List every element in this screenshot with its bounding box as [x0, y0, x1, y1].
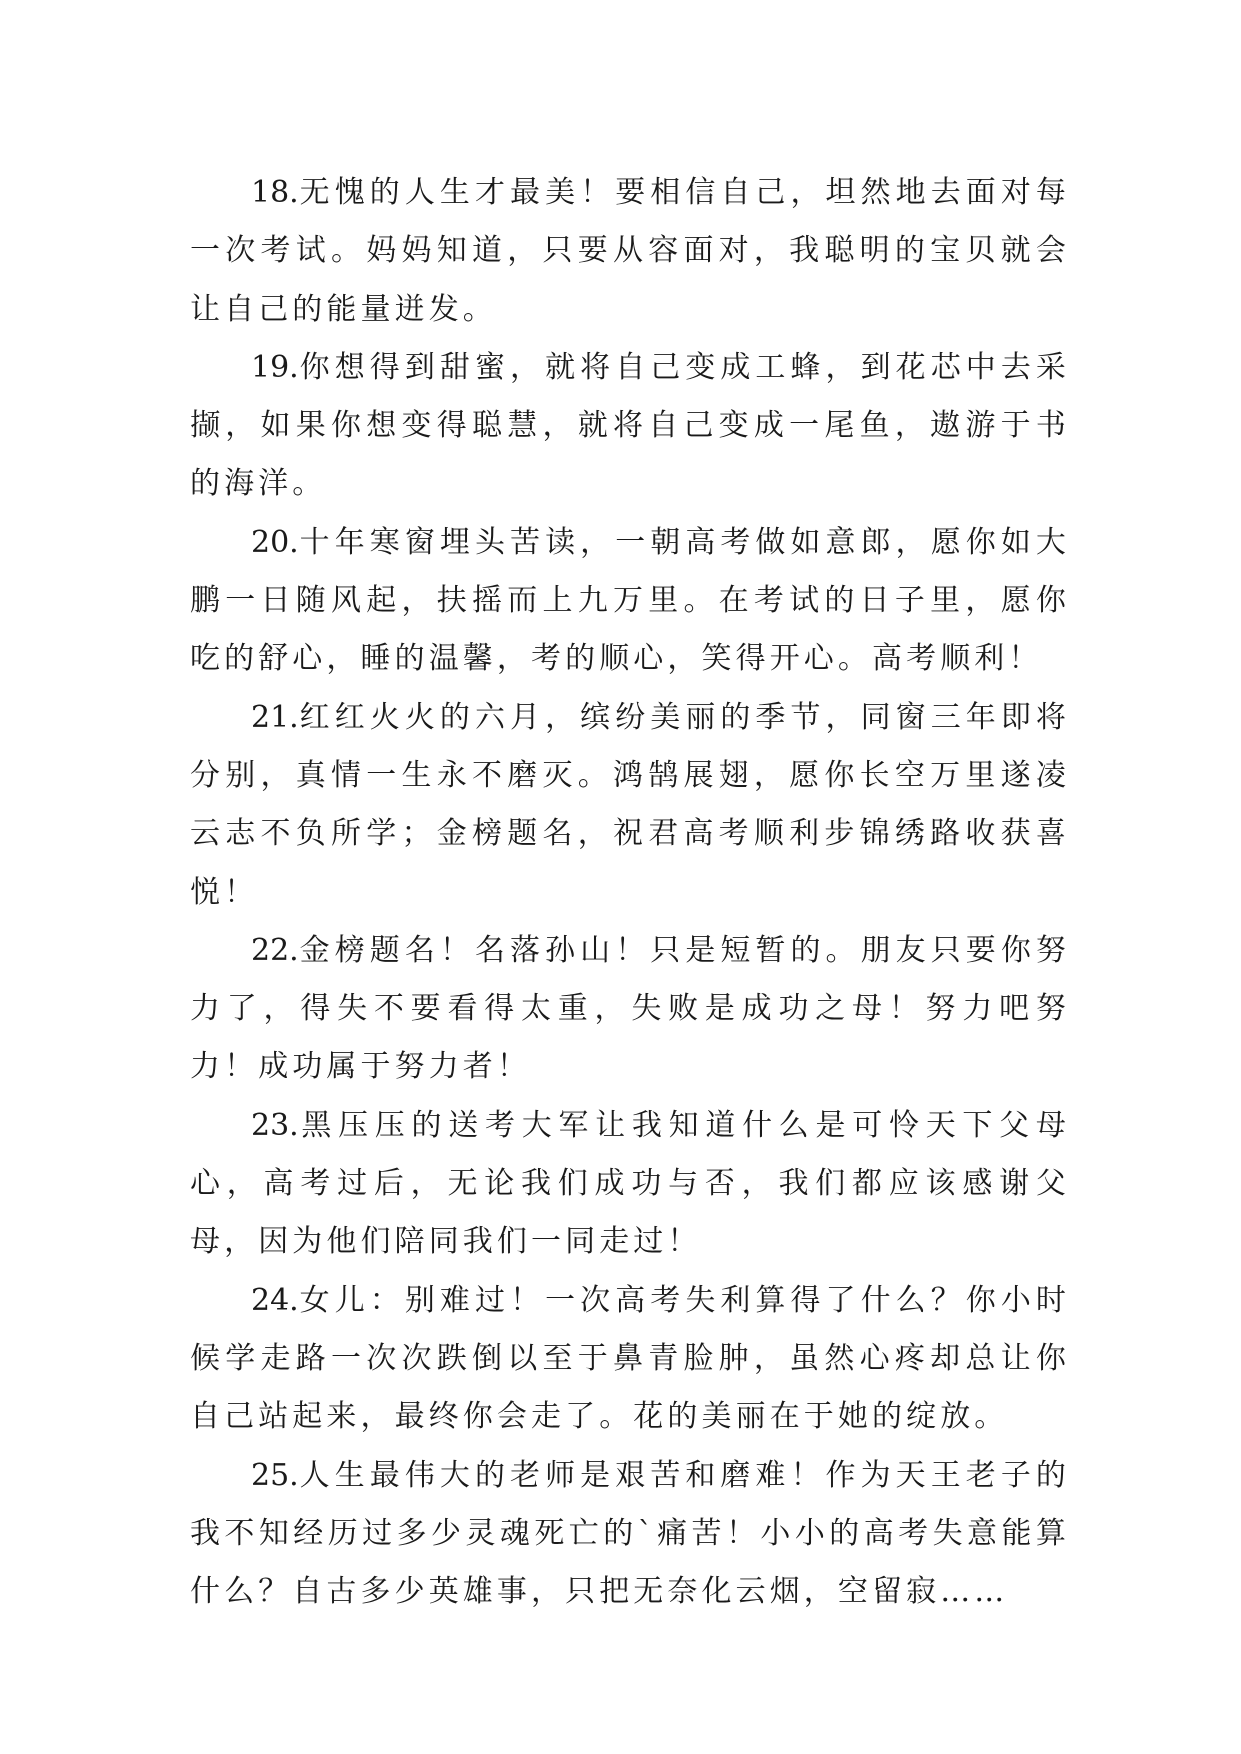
paragraph-25 [190, 1447, 1070, 1622]
paragraph-text: 金榜题名！名落孙山！只是短暂的。朋友只要你努力了，得失不要看得太重，失败是成功之母！努力吧努力！成功属于努力者！ [190, 932, 1070, 1085]
paragraph-23 [190, 1097, 1070, 1272]
paragraph-22 [190, 922, 1070, 1097]
paragraph-20 [190, 514, 1070, 689]
paragraph-number: 23. [251, 1107, 299, 1143]
paragraph-text: 黑压压的送考大军让我知道什么是可怜天下父母心，高考过后，无论我们成功与否，我们都应该感谢父母，因为他们陪同我们一同走过！ [190, 1107, 1070, 1260]
paragraph-text: 你想得到甜蜜，就将自己变成工蜂，到花芯中去采撷，如果你想变得聪慧，就将自己变成一尾鱼，遨游于书的海洋。 [190, 349, 1070, 502]
paragraph-text: 十年寒窗埋头苦读，一朝高考做如意郎，愿你如大鹏一日随风起，扶摇而上九万里。在考试的日子里，愿你吃的舒心，睡的温馨，考的顺心，笑得开心。高考顺利！ [190, 524, 1070, 677]
paragraph-number: 24. [251, 1282, 299, 1318]
paragraph-18 [190, 164, 1070, 339]
paragraph-number: 18. [251, 175, 299, 210]
paragraph-number: 21. [251, 699, 299, 735]
paragraph-number: 22. [251, 932, 299, 968]
paragraph-text: 人生最伟大的老师是艰苦和磨难！作为天王老子的我不知经历过多少灵魂死亡的`痛苦！小小的高考失意能算什么？自古多少英雄事，只把无奈化云烟，空留寂…… [190, 1457, 1070, 1610]
paragraph-19 [190, 339, 1070, 514]
paragraph-number: 20. [251, 524, 299, 560]
paragraph-number: 25. [251, 1457, 299, 1493]
paragraph-24 [190, 1272, 1070, 1447]
paragraph-text: 红红火火的六月，缤纷美丽的季节，同窗三年即将分别，真情一生永不磨灭。鸿鹄展翅，愿你长空万里遂凌云志不负所学；金榜题名，祝君高考顺利步锦绣路收获喜悦！ [190, 699, 1070, 910]
paragraph-text: 无愧的人生才最美！要相信自己，坦然地去面对每一次考试。妈妈知道，只要从容面对，我聪明的宝贝就会让自己的能量迸发。 [190, 175, 1070, 327]
document-body [190, 164, 1070, 1621]
paragraph-number: 19. [251, 349, 299, 385]
paragraph-text: 女儿：别难过！一次高考失利算得了什么？你小时候学走路一次次跌倒以至于鼻青脸肿，虽然心疼却总让你自己站起来，最终你会走了。花的美丽在于她的绽放。 [190, 1282, 1070, 1435]
paragraph-21 [190, 689, 1070, 922]
